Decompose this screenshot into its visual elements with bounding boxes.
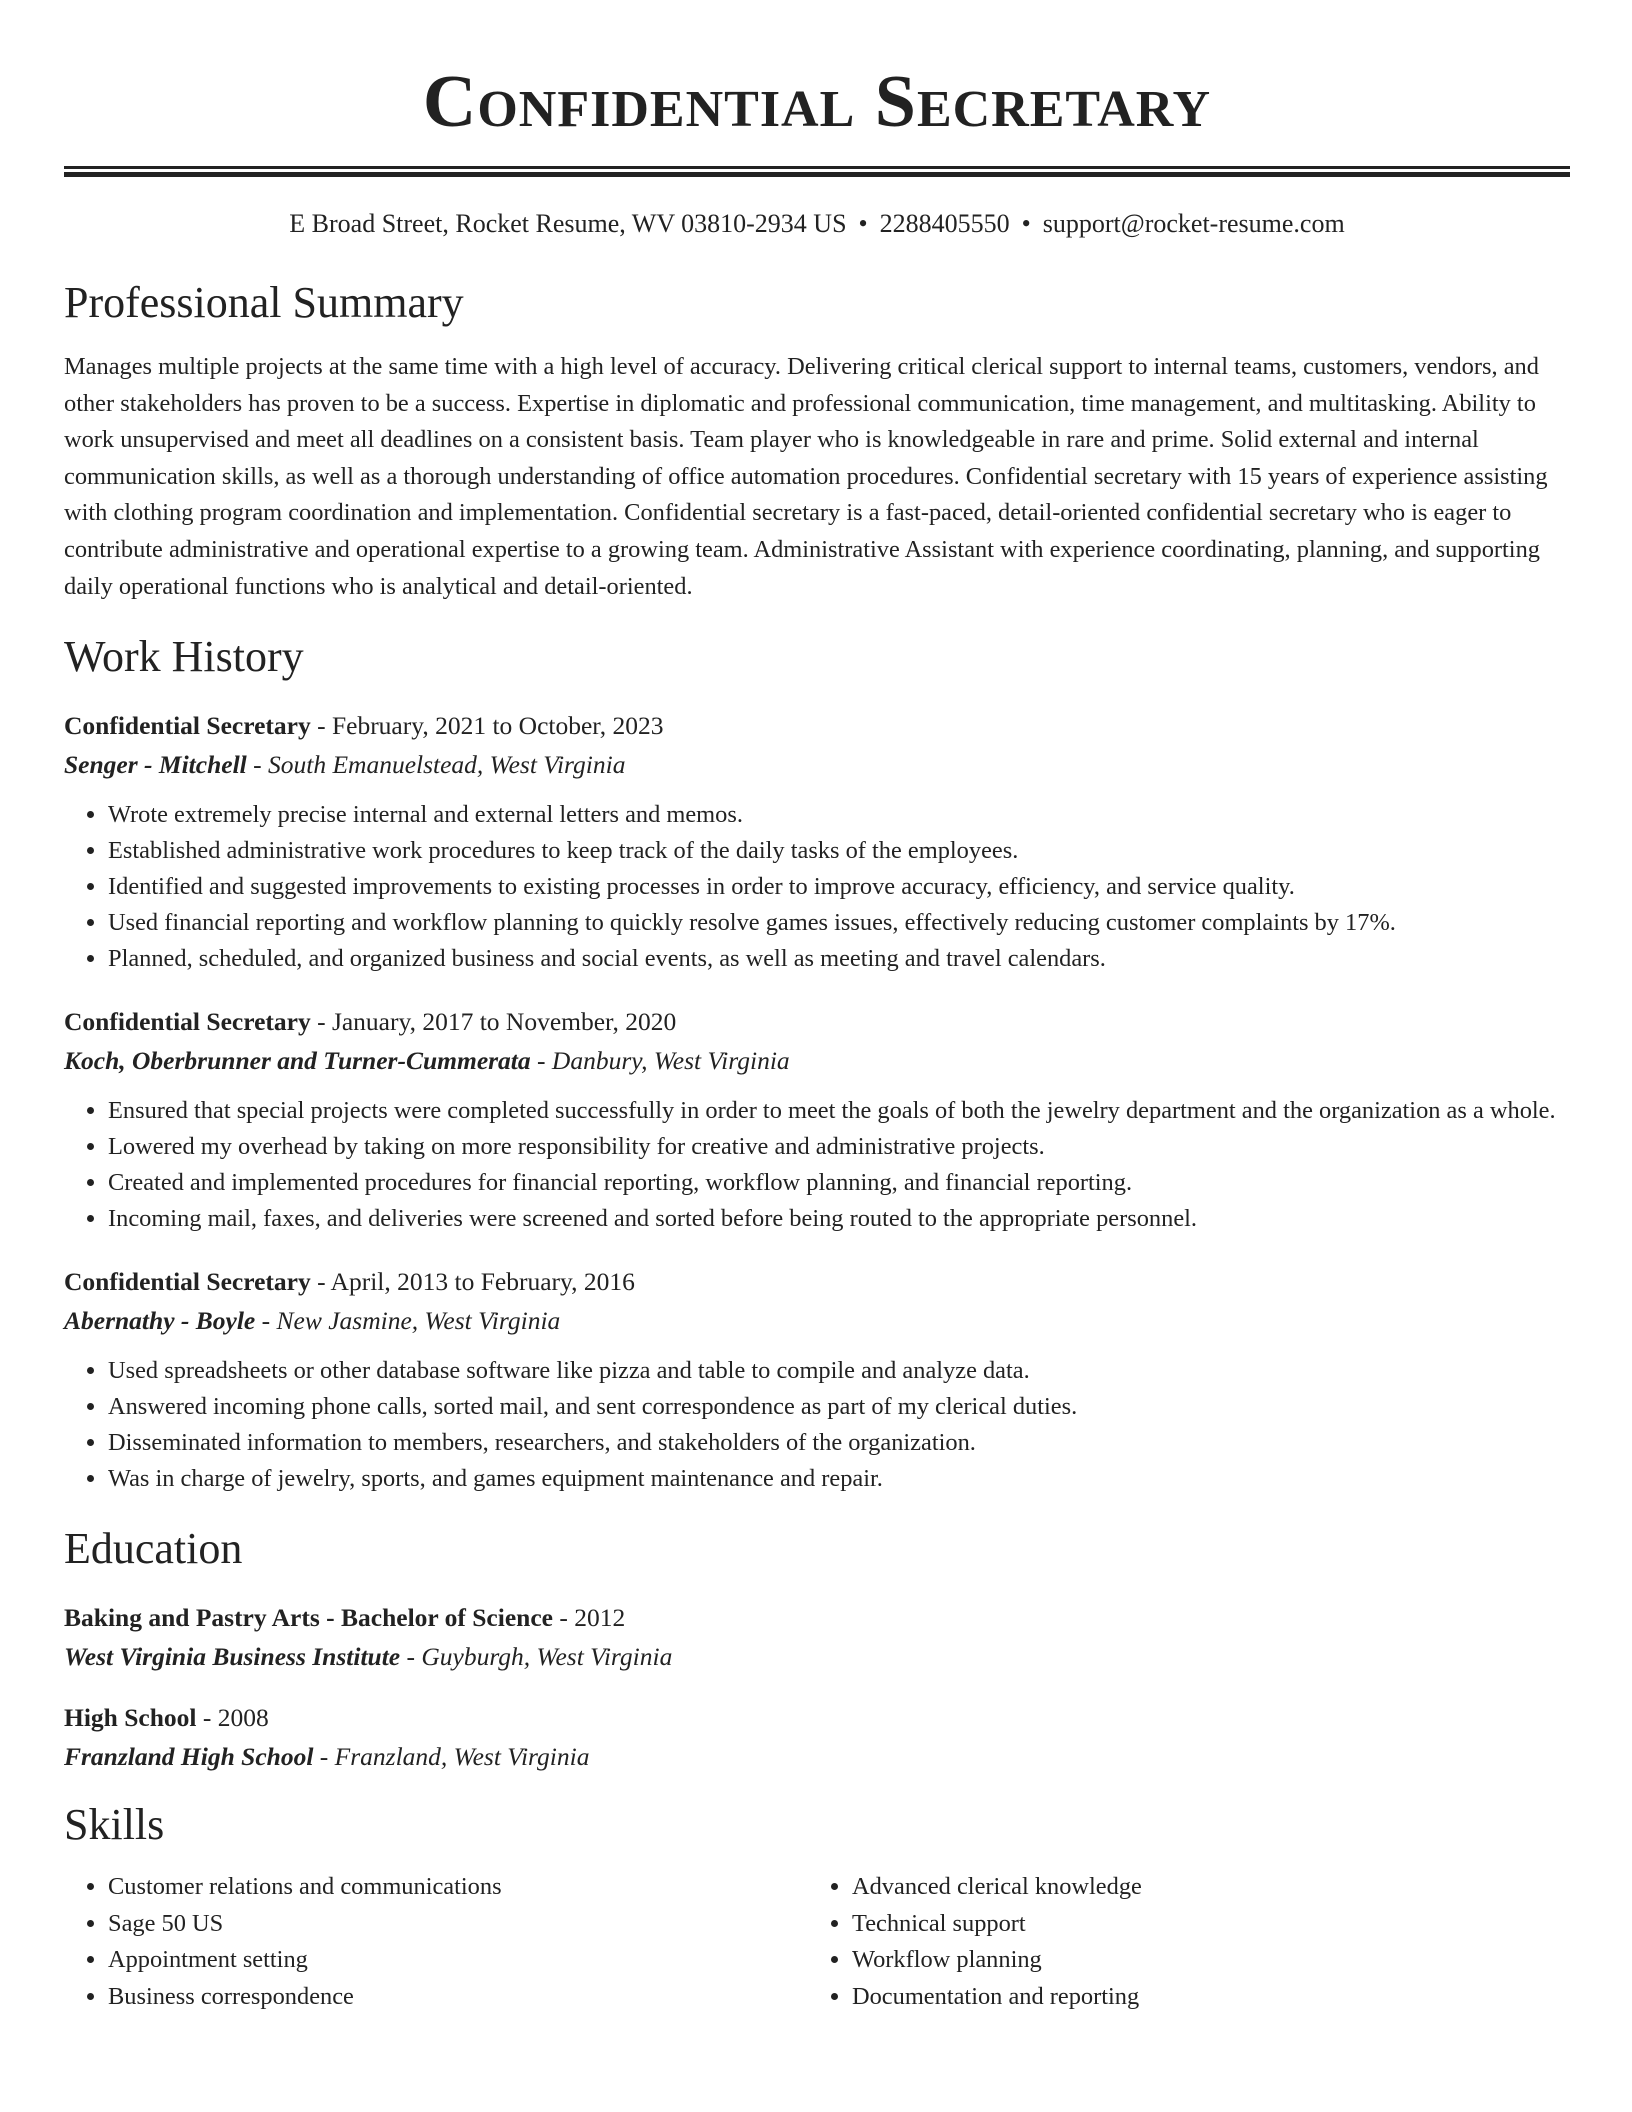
skills-column-right <box>808 1869 1552 2015</box>
job-bullet: • Disseminated information to members, researchers, and stakeholders of the organization. <box>108 1425 1570 1461</box>
skill-item: • Workflow planning <box>852 1942 1552 1979</box>
job-bullet: • Created and implemented procedures for financial reporting, workflow planning, and financial reporting. <box>108 1165 1570 1201</box>
job-bullet: • Ensured that special projects were completed successfully in order to meet the goals of both the jewelry department and the organization as a whole. <box>108 1093 1570 1129</box>
education-year: - 2008 <box>196 1703 269 1733</box>
education-degree: Baking and Pastry Arts - Bachelor of Science <box>64 1603 553 1633</box>
job-bullet: • Identified and suggested improvements to existing processes in order to improve accuracy, efficiency, and service quality. <box>108 869 1570 905</box>
skills-list <box>64 1869 1570 2015</box>
job-bullet: • Incoming mail, faxes, and deliveries were screened and sorted before being routed to the appropriate personnel. <box>108 1201 1570 1237</box>
skill-item: • Business correspondence <box>108 1979 808 2016</box>
job-entry <box>64 1263 1570 1497</box>
skill-item: • Sage 50 US <box>108 1906 808 1943</box>
job-bullet: • Was in charge of jewelry, sports, and games equipment maintenance and repair. <box>108 1461 1570 1497</box>
skill-item: • Documentation and reporting <box>852 1979 1552 2016</box>
contact-separator: • <box>1021 209 1031 238</box>
job-role: Confidential Secretary <box>64 1007 311 1037</box>
education-location: - Guyburgh, West Virginia <box>400 1642 673 1672</box>
education-school: Franzland High School <box>64 1742 314 1772</box>
header-divider <box>64 166 1570 177</box>
contact-email: support@rocket-resume.com <box>1042 209 1345 238</box>
job-bullet: • Established administrative work procedures to keep track of the daily tasks of the employees. <box>108 833 1570 869</box>
education-location: - Franzland, West Virginia <box>313 1742 590 1772</box>
job-company: Senger - Mitchell <box>64 750 247 780</box>
job-company: Abernathy - Boyle <box>64 1306 256 1336</box>
job-bullet: • Wrote extremely precise internal and external letters and memos. <box>108 797 1570 833</box>
job-company: Koch, Oberbrunner and Turner-Cummerata <box>64 1046 531 1076</box>
job-bullet: • Used financial reporting and workflow planning to quickly resolve games issues, effectively reducing customer complaints by 17%. <box>108 905 1570 941</box>
skill-item: • Customer relations and communications <box>108 1869 808 1906</box>
job-bullet: • Answered incoming phone calls, sorted mail, and sent correspondence as part of my clerical duties. <box>108 1389 1570 1425</box>
education-degree-line <box>64 1599 1570 1637</box>
education-degree: High School <box>64 1703 197 1733</box>
job-company-line <box>64 1041 1570 1081</box>
job-location: - South Emanuelstead, West Virginia <box>246 750 626 780</box>
job-bullet: • Planned, scheduled, and organized business and social events, as well as meeting and travel calendars. <box>108 941 1570 977</box>
education-heading: Education <box>64 1524 243 1574</box>
job-bullets <box>64 1353 1570 1497</box>
skill-item: • Advanced clerical knowledge <box>852 1869 1552 1906</box>
job-role: Confidential Secretary <box>64 1267 311 1297</box>
job-bullets <box>64 797 1570 977</box>
resume-name: Confidential Secretary <box>422 61 1212 143</box>
skill-item: • Appointment setting <box>108 1942 808 1979</box>
skills-heading: Skills <box>64 1800 165 1850</box>
summary-text: Manages multiple projects at the same time with a high level of accuracy. Delivering critical clerical support to internal teams, customers, vendors, and other stakeholders has proven to be a success. Expertise in diplomatic and professional communication, time management, and multitasking. Ability to work unsupervised and meet all deadlines on a consistent basis. Team player who is knowledgeable in rare and prime. Solid external and internal communication skills, as well as a thorough understanding of office automation procedures. Confidential secretary with 15 years of experience assisting with clothing program coordination and implementation. Confidential secretary is a fast-paced, detail-oriented confidential secretary who is eager to contribute administrative and operational expertise to a growing team. Administrative Assistant with experience coordinating, planning, and supporting daily operational functions who is analytical and detail-oriented. <box>64 353 1548 600</box>
education-entry <box>64 1599 1570 1677</box>
education-school-line <box>64 1637 1570 1677</box>
education-school-line <box>64 1737 1570 1777</box>
job-title-line <box>64 1003 1570 1041</box>
contact-address: E Broad Street, Rocket Resume, WV 03810-2934 US <box>289 209 847 238</box>
job-bullet: • Lowered my overhead by taking on more responsibility for creative and administrative projects. <box>108 1129 1570 1165</box>
job-company-line <box>64 745 1570 785</box>
contact-line <box>64 207 1570 241</box>
job-location: - Danbury, West Virginia <box>530 1046 790 1076</box>
job-bullets <box>64 1093 1570 1237</box>
job-title-line <box>64 1263 1570 1301</box>
job-entry <box>64 1003 1570 1237</box>
job-location: - New Jasmine, West Virginia <box>255 1306 561 1336</box>
contact-phone: 2288405550 <box>879 209 1010 238</box>
education-degree-line <box>64 1699 1570 1737</box>
resume-page <box>64 0 1570 2015</box>
work-history-heading: Work History <box>64 632 304 682</box>
skill-item: • Technical support <box>852 1906 1552 1943</box>
job-entry <box>64 707 1570 977</box>
job-dates: - January, 2017 to November, 2020 <box>310 1007 677 1037</box>
job-dates: - February, 2021 to October, 2023 <box>310 711 664 741</box>
education-school: West Virginia Business Institute <box>64 1642 401 1672</box>
contact-separator: • <box>858 209 868 238</box>
job-bullet: • Used spreadsheets or other database software like pizza and table to compile and analyze data. <box>108 1353 1570 1389</box>
job-dates: - April, 2013 to February, 2016 <box>310 1267 635 1297</box>
education-entry <box>64 1699 1570 1777</box>
skills-column-left <box>64 1869 808 2015</box>
job-company-line <box>64 1301 1570 1341</box>
job-title-line <box>64 707 1570 745</box>
job-role: Confidential Secretary <box>64 711 311 741</box>
education-year: - 2012 <box>552 1603 626 1633</box>
summary-heading: Professional Summary <box>64 278 464 327</box>
